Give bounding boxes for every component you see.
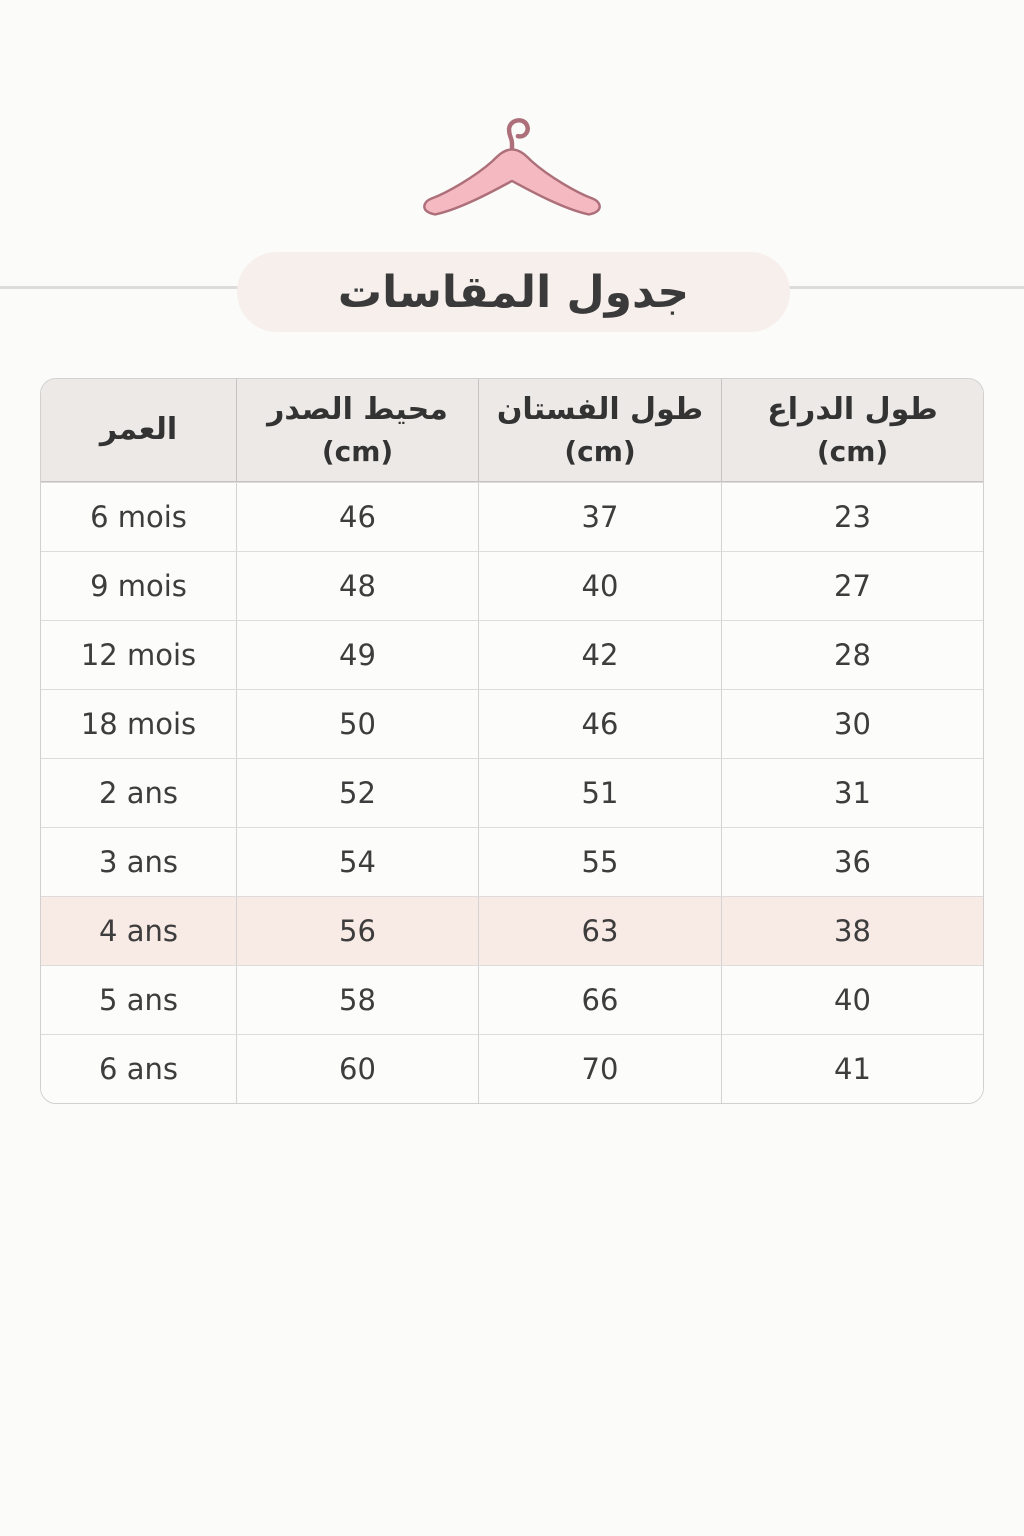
column-header-sleeve-length xyxy=(721,379,983,481)
sleeve-length-cell: 30 xyxy=(721,690,983,758)
chest-cell: 56 xyxy=(236,897,478,965)
age-cell: 6 ans xyxy=(99,1051,178,1086)
age-cell: 2 ans xyxy=(99,775,178,810)
column-header-dress-length-label: طول الفستان xyxy=(496,391,704,427)
table-row xyxy=(41,551,983,620)
chest-cell: 60 xyxy=(236,1035,478,1103)
sleeve-length-cell: 36 xyxy=(721,828,983,896)
sleeve-length-cell: 27 xyxy=(721,552,983,620)
dress-length-cell: 40 xyxy=(478,552,721,620)
age-cell: 12 mois xyxy=(80,637,197,672)
table-row xyxy=(41,1034,983,1103)
table-row xyxy=(41,482,983,551)
table-row xyxy=(41,689,983,758)
chest-cell: 52 xyxy=(236,759,478,827)
dress-length-cell: 55 xyxy=(478,828,721,896)
column-header-age-label: العمر xyxy=(99,412,178,447)
chest-cell: 50 xyxy=(236,690,478,758)
page-title: جدول المقاسات xyxy=(337,266,690,318)
table-row xyxy=(41,758,983,827)
dress-length-cell: 46 xyxy=(478,690,721,758)
sleeve-length-cell: 41 xyxy=(721,1035,983,1103)
table-row xyxy=(41,620,983,689)
sleeve-length-cell: 31 xyxy=(721,759,983,827)
age-cell: 9 mois xyxy=(90,568,187,603)
size-table xyxy=(40,378,984,1104)
age-cell: 3 ans xyxy=(99,844,178,879)
dress-length-cell: 42 xyxy=(478,621,721,689)
age-cell: 18 mois xyxy=(80,706,197,741)
column-header-chest xyxy=(236,379,478,481)
title-pill xyxy=(237,252,790,332)
chest-cell: 49 xyxy=(236,621,478,689)
column-header-age xyxy=(41,379,236,481)
sleeve-length-cell: 38 xyxy=(721,897,983,965)
column-header-dress-length-unit: (cm) xyxy=(564,434,636,468)
column-header-chest-label: محيط الصدر xyxy=(267,391,448,427)
dress-length-cell: 70 xyxy=(478,1035,721,1103)
chest-cell: 58 xyxy=(236,966,478,1034)
chest-cell: 46 xyxy=(236,483,478,551)
column-header-sleeve-length-label: طول الدراع xyxy=(767,391,938,427)
table-row xyxy=(41,965,983,1034)
column-header-chest-unit: (cm) xyxy=(321,434,394,468)
chest-cell: 54 xyxy=(236,828,478,896)
sleeve-length-cell: 28 xyxy=(721,621,983,689)
table-row xyxy=(41,827,983,896)
age-cell: 6 mois xyxy=(90,499,187,534)
dress-length-cell: 51 xyxy=(478,759,721,827)
chest-cell: 48 xyxy=(236,552,478,620)
sleeve-length-cell: 40 xyxy=(721,966,983,1034)
dress-length-cell: 37 xyxy=(478,483,721,551)
table-row-highlighted xyxy=(41,896,983,965)
dress-length-cell: 63 xyxy=(478,897,721,965)
table-header-row xyxy=(41,379,983,482)
age-cell: 4 ans xyxy=(99,913,178,948)
column-header-sleeve-length-unit: (cm) xyxy=(816,434,889,468)
dress-length-cell: 66 xyxy=(478,966,721,1034)
sleeve-length-cell: 23 xyxy=(721,483,983,551)
age-cell: 5 ans xyxy=(99,982,178,1017)
hanger-icon xyxy=(412,114,612,240)
column-header-dress-length xyxy=(478,379,721,481)
